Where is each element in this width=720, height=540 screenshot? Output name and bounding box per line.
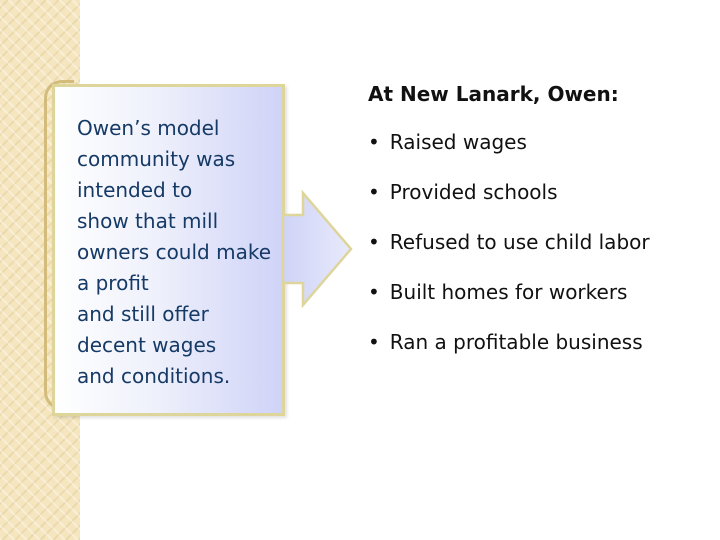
bullet-icon: • (368, 230, 380, 254)
list-item (368, 328, 718, 378)
list-item (368, 228, 718, 278)
list-item (368, 128, 718, 178)
bullet-icon: • (368, 330, 380, 354)
bullet-text: Refused to use child labor (389, 230, 650, 254)
bullet-icon: • (368, 280, 380, 304)
callout-text: Owen’s model community was intended to show that mill owners could make a profit and still offer decent wages and conditions. (77, 116, 272, 388)
bullet-text: Built homes for workers (389, 280, 628, 304)
arrow-icon (283, 190, 355, 308)
bullet-icon: • (368, 130, 380, 154)
bullet-text: Raised wages (389, 130, 527, 154)
list-item (368, 278, 718, 328)
bullet-list (368, 128, 718, 378)
bullet-text: Ran a profitable business (389, 330, 643, 354)
section-heading: At New Lanark, Owen: (368, 82, 619, 106)
bullet-icon: • (368, 180, 380, 204)
bullet-text: Provided schools (389, 180, 558, 204)
list-item (368, 178, 718, 228)
right-panel (368, 80, 718, 378)
callout-box (52, 84, 285, 416)
